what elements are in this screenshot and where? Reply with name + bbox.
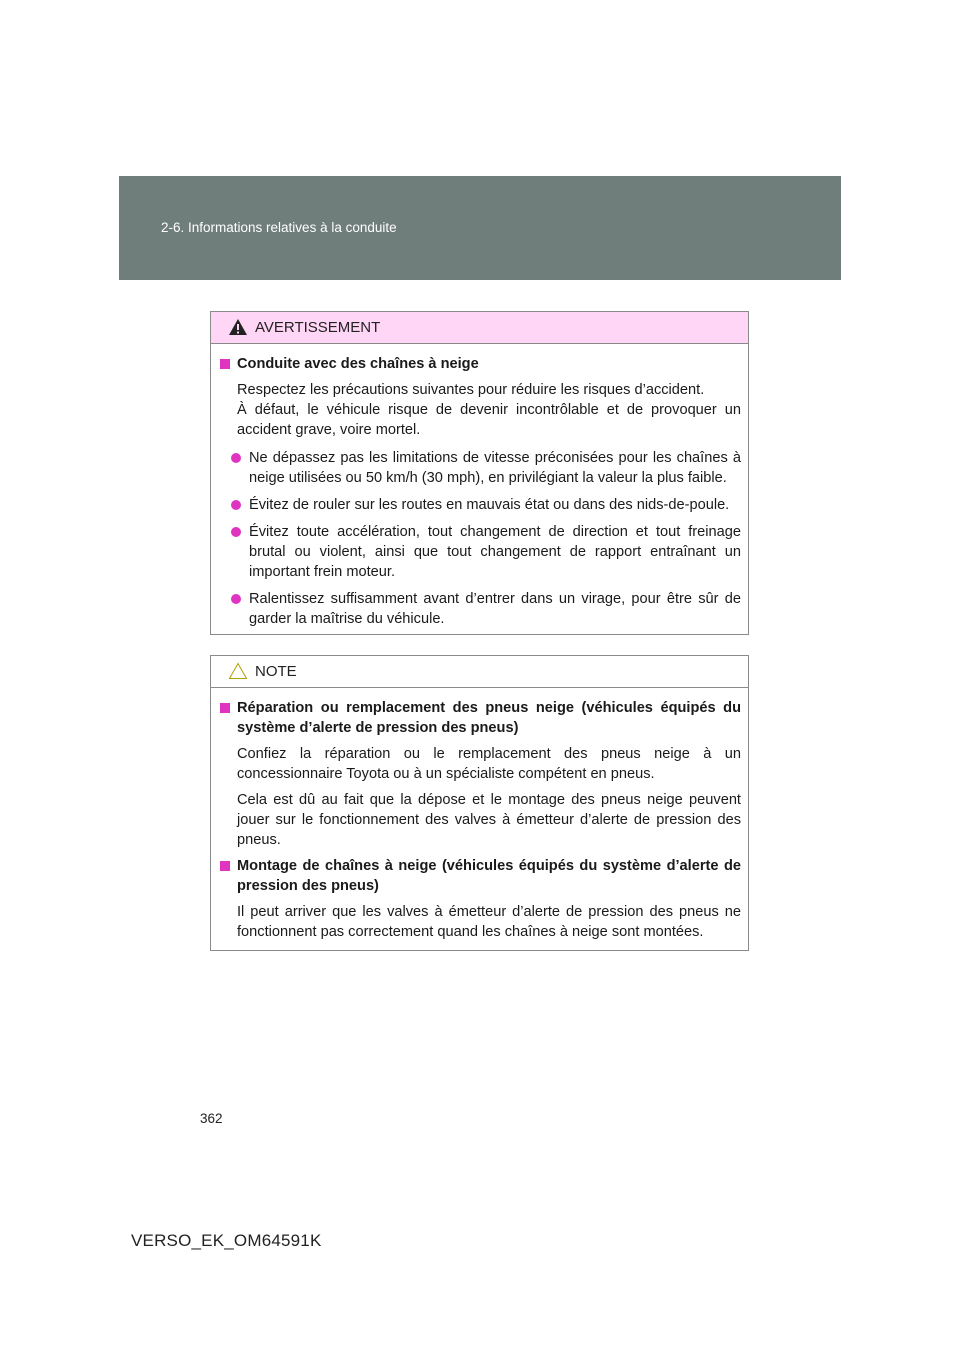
- round-bullet-icon: [231, 453, 241, 463]
- warning-box: [210, 311, 749, 635]
- note-paragraph: Cela est dû au fait que la dépose et le montage des pneus neige peuvent jouer sur le fonctionnement des valves à émetteur d’alerte de pression des pneus.: [237, 792, 741, 848]
- warning-bullet: Ne dépassez pas les limitations de vitesse préconisées pour les chaînes à neige utilisées ou 50 km/h (30 mph), en privilégiant la valeur la plus faible.: [218, 448, 741, 488]
- note-box: [210, 655, 749, 951]
- warning-intro-1: Respectez les précautions suivantes pour réduire les risques d’accident.: [237, 382, 705, 398]
- note-heading: Montage de chaînes à neige (véhicules équipés du système d’alerte de pression des pneus): [218, 856, 741, 896]
- note-paragraph: Il peut arriver que les valves à émetteur d’alerte de pression des pneus ne fonctionnent pas correctement quand les chaînes à neige sont montées.: [237, 904, 741, 940]
- note-box-title: NOTE: [255, 663, 297, 680]
- round-bullet-icon: [231, 500, 241, 510]
- warning-box-title: AVERTISSEMENT: [255, 319, 381, 336]
- round-bullet-icon: [231, 527, 241, 537]
- note-box-body: [211, 688, 748, 960]
- square-bullet-icon: [220, 861, 230, 871]
- note-paragraph: Confiez la réparation ou le remplacement des pneus neige à un concessionnaire Toyota ou à un spécialiste compétent en pneus.: [237, 746, 741, 782]
- warning-heading: Conduite avec des chaînes à neige: [218, 354, 741, 374]
- note-box-header: [211, 656, 748, 688]
- caution-triangle-icon: [228, 662, 248, 680]
- warning-bullet: Ralentissez suffisamment avant d’entrer dans un virage, pour être sûr de garder la maîtrise du véhicule.: [218, 589, 741, 629]
- square-bullet-icon: [220, 703, 230, 713]
- page-number: 362: [200, 1111, 223, 1126]
- warning-bullet: Évitez de rouler sur les routes en mauvais état ou dans des nids-de-poule.: [218, 495, 741, 515]
- warning-box-body: [211, 344, 748, 648]
- warning-box-header: [211, 312, 748, 344]
- warning-triangle-icon: [228, 318, 248, 336]
- warning-intro-2: À défaut, le véhicule risque de devenir incontrôlable et de provoquer un accident grave, voire mortel.: [237, 402, 741, 438]
- document-code: VERSO_EK_OM64591K: [131, 1231, 322, 1250]
- section-header-band: [119, 176, 841, 280]
- note-heading: Réparation ou remplacement des pneus neige (véhicules équipés du système d’alerte de pression des pneus): [218, 698, 741, 738]
- square-bullet-icon: [220, 359, 230, 369]
- round-bullet-icon: [231, 594, 241, 604]
- section-title: 2-6. Informations relatives à la conduite: [161, 220, 397, 235]
- warning-bullet: Évitez toute accélération, tout changement de direction et tout freinage brutal ou violent, ainsi que tout changement de rapport entraînant un important frein moteur.: [218, 522, 741, 582]
